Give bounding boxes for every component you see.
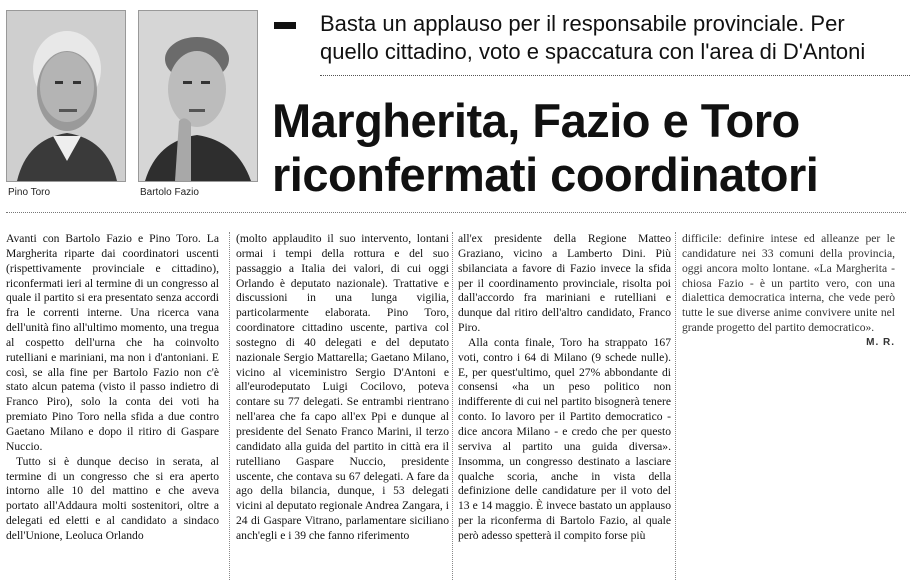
kicker-subheading: Basta un applauso per il responsabile provinciale. Per quello cittadino, voto e spaccatura con l'area di D'Antoni — [320, 11, 866, 64]
kicker-dash — [274, 22, 296, 29]
column-separator — [452, 232, 454, 580]
photo-pino-toro — [6, 10, 126, 182]
article-paragraph: Tutto si è dunque deciso in serata, al termine di un congresso che si era aperto intorno alle 10 del mattino e che aveva portato all'Addaura molti sostenitori, oltre a delegati ed eletti e al candidato a sindaco dell'Unione, Leoluca Orlando — [6, 454, 219, 542]
article-column-3 — [458, 232, 671, 544]
headline-line-2: riconfermati coordinatori — [272, 148, 819, 201]
article-column-4 — [682, 232, 895, 351]
article-paragraph: (molto applaudito il suo intervento, lontani ormai i tempi della rottura e del suo passaggio a Italia dei valori, di cui oggi Orlando è deputato nazionale). Trattative e discussioni in una lunga vigilia, particolarmente elaborata. Pino Toro, coordinatore cittadino uscente, partiva col sostegno di 40 delegati e del deputato nazionale Sergio Mattarella; Gaetano Milano, vicino al viceministro Sergio D'Antoni e all'eurodeputato Luigi Cocilovo, poteva contare su 77 delegati. Se entrambi rientrano nell'area che fa capo all'ex Ppi e dunque al presidente del Senato Franco Marini, il terzo candidato alla guida del partito in città era il rutelliano Gaspare Nuccio, presidente uscente, che contava su 67 delegati. A fare da ago della bilancia, dunque, i 53 delegati vicini al deputato regionale Andrea Zangara, i 24 di Gaspare Vitrano, parlamentare siciliano anch'egli e i 39 che fanno riferimento — [236, 232, 449, 542]
column-separator — [675, 232, 677, 580]
article-column-2 — [236, 232, 449, 544]
article-paragraph: Avanti con Bartolo Fazio e Pino Toro. La Margherita riparte dai coordinatori uscenti (rispettivamente provinciale e cittadino), riconfermati ieri al termine di un congresso al quale il partito si era presentato senza accordi fra le correnti interne. Una ricerca vana dell'unità fino all'ultimo momento, una tregua al cospetto dell'urna che ha coinvolto rutelliani e mariniani, ma non i d'antoniani. E così, se alla fine per Bartolo Fazio non c'è stato alcun patema (visto il passo indietro di Franco Piro), solo la conta dei voti ha premiato Pino Toro nella sfida a due contro Gaetano Milano e dopo il ritiro di Gaspare Nuccio. — [6, 232, 219, 453]
article-paragraph: all'ex presidente della Regione Matteo Graziano, vicino a Lamberto Dini. Più sbilanciata a favore di Fazio invece la sfida per il coordinamento provinciale, risolta poi dall'accordo fra mariniani e rutelliani e dunque dal ritiro dell'altro candidato, Franco Piro. — [458, 232, 671, 335]
photo-bartolo-fazio — [138, 10, 258, 182]
headline-line-1: Margherita, Fazio e Toro — [272, 94, 800, 147]
column-separator — [229, 232, 231, 580]
photo-caption-bartolo-fazio: Bartolo Fazio — [140, 187, 199, 198]
article-paragraph: Alla conta finale, Toro ha strappato 167 voti, contro i 64 di Milano (9 schede nulle). E, per quest'ultimo, quel 27% abbondante di consensi «ha un peso politico non indifferente di cui nel partito bisognerà tenere conto. Io lavoro per il Partito democratico - dice ancora Milano - e credo che per questo serviva al partito una guida diversa». Insomma, un congresso destinato a lasciare qualche scoria, anche in vista della definizione delle candidature per il voto del 13 e 14 maggio. È invece bastato un applauso per la riconferma di Bartolo Fazio, al quale però adesso spetterà il compito forse più — [458, 335, 671, 542]
author-signature: M. R. — [866, 336, 895, 348]
section-divider — [6, 212, 906, 214]
photo-caption-pino-toro: Pino Toro — [8, 187, 51, 198]
article-column-1 — [6, 232, 219, 544]
article-paragraph: difficile: definire intese ed alleanze per le candidature nei 33 comuni della provincia, oggi ancora molto lontane. «La Margherita - chiosa Fazio - è un partito vero, con una dialettica democratica interna, che vede però tutte le sue diverse anime convivere unite nel grande progetto del partito democratico». — [682, 232, 895, 335]
kicker-divider — [320, 75, 910, 77]
headline — [272, 94, 902, 202]
